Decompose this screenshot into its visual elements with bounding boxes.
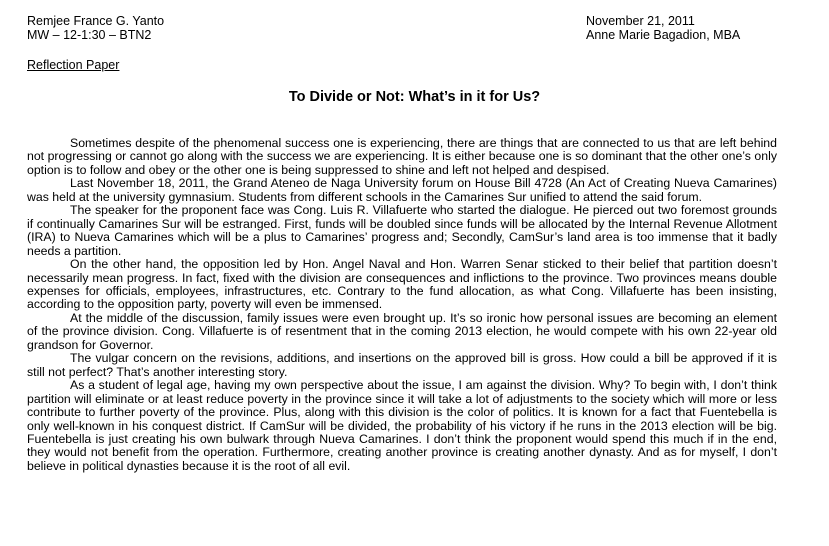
paragraph: As a student of legal age, having my own perspective about the issue, I am against the division. Why? To begin with, I don’t think partition will eliminate or at least reduce poverty in the province since it will take a lot of adjustments to the society which will more or less contribute to further poverty of the province. Plus, along with this division is the color of politics. It is known for a fact that Fuentebella is only well-known in his conquest district. If CamSur will be divided, the probability of his victory if he runs in the 2013 election will be big. Fuentebella is just creating his own bulwark through Nueva Camarines. I don’t think the proponent would spend this much if in the end, they would not benefit from the operation. Furthermore, creating another province is creating another dynasty. And as for myself, I don’t believe in political dynasties because it is the root of all evil. [27,378,777,473]
paper-date: November 21, 2011 [586,14,695,28]
paragraph: Last November 18, 2011, the Grand Ateneo de Naga University forum on House Bill 4728 (An Act of Creating Nueva Camarines) was held at the university gymnasium. Students from different schools in the Camarines Sur unified to attend the said forum. [27,176,777,204]
paragraph: Sometimes despite of the phenomenal success one is experiencing, there are things that are connected to us that are left behind not progressing or cannot go along with the success we are experiencing. It is either because one is so dominant that the other one’s only option is to follow and obey or the other one is being suppressed to shine and left not helped and despised. [27,136,777,177]
paragraph: At the middle of the discussion, family issues were even brought up. It’s so ironic how personal issues are becoming an element of the province division. Cong. Villafuerte is of resentment that in the coming 2013 election, he would compete with his own 22-year old grandson for Governor. [27,310,777,352]
paragraph: The speaker for the proponent face was Cong. Luis R. Villafuerte who started the dialogue. He pierced out two foremost grounds if continually Camarines Sur will be estranged. First, funds will be doubled since funds will be allocated by the Internal Revenue Allotment (IRA) to Nueva Camarines which will be a plus to Camarines’ progress and; Secondly, CamSur’s land area is too immense that it badly needs a partition. [27,203,777,258]
header-right [586,14,740,42]
paragraph: On the other hand, the opposition led by Hon. Angel Naval and Hon. Warren Senar sticked to their belief that partition doesn’t necessarily mean progress. In fact, fixed with the division are consequences and inflictions to the province. Two provinces means double expenses for officials, employees, infrastructures, etc. Contrary to the fund allocation, as what Cong. Villafuerte has been insisting, according to the opposition party, poverty will even be immensed. [27,257,777,312]
paragraph: The vulgar concern on the revisions, additions, and insertions on the approved bill is gross. How could a bill be approved if it is still not perfect? That’s another interesting story. [27,351,777,379]
document-title: To Divide or Not: What’s in it for Us? [288,89,541,105]
class-schedule: MW – 12-1:30 – BTN2 [27,28,152,42]
instructor-name: Anne Marie Bagadion, MBA [586,28,741,42]
author-name: Remjee France G. Yanto [27,14,165,28]
document-body [27,137,777,473]
document-label: Reflection Paper [27,58,120,72]
header-left [27,14,164,42]
